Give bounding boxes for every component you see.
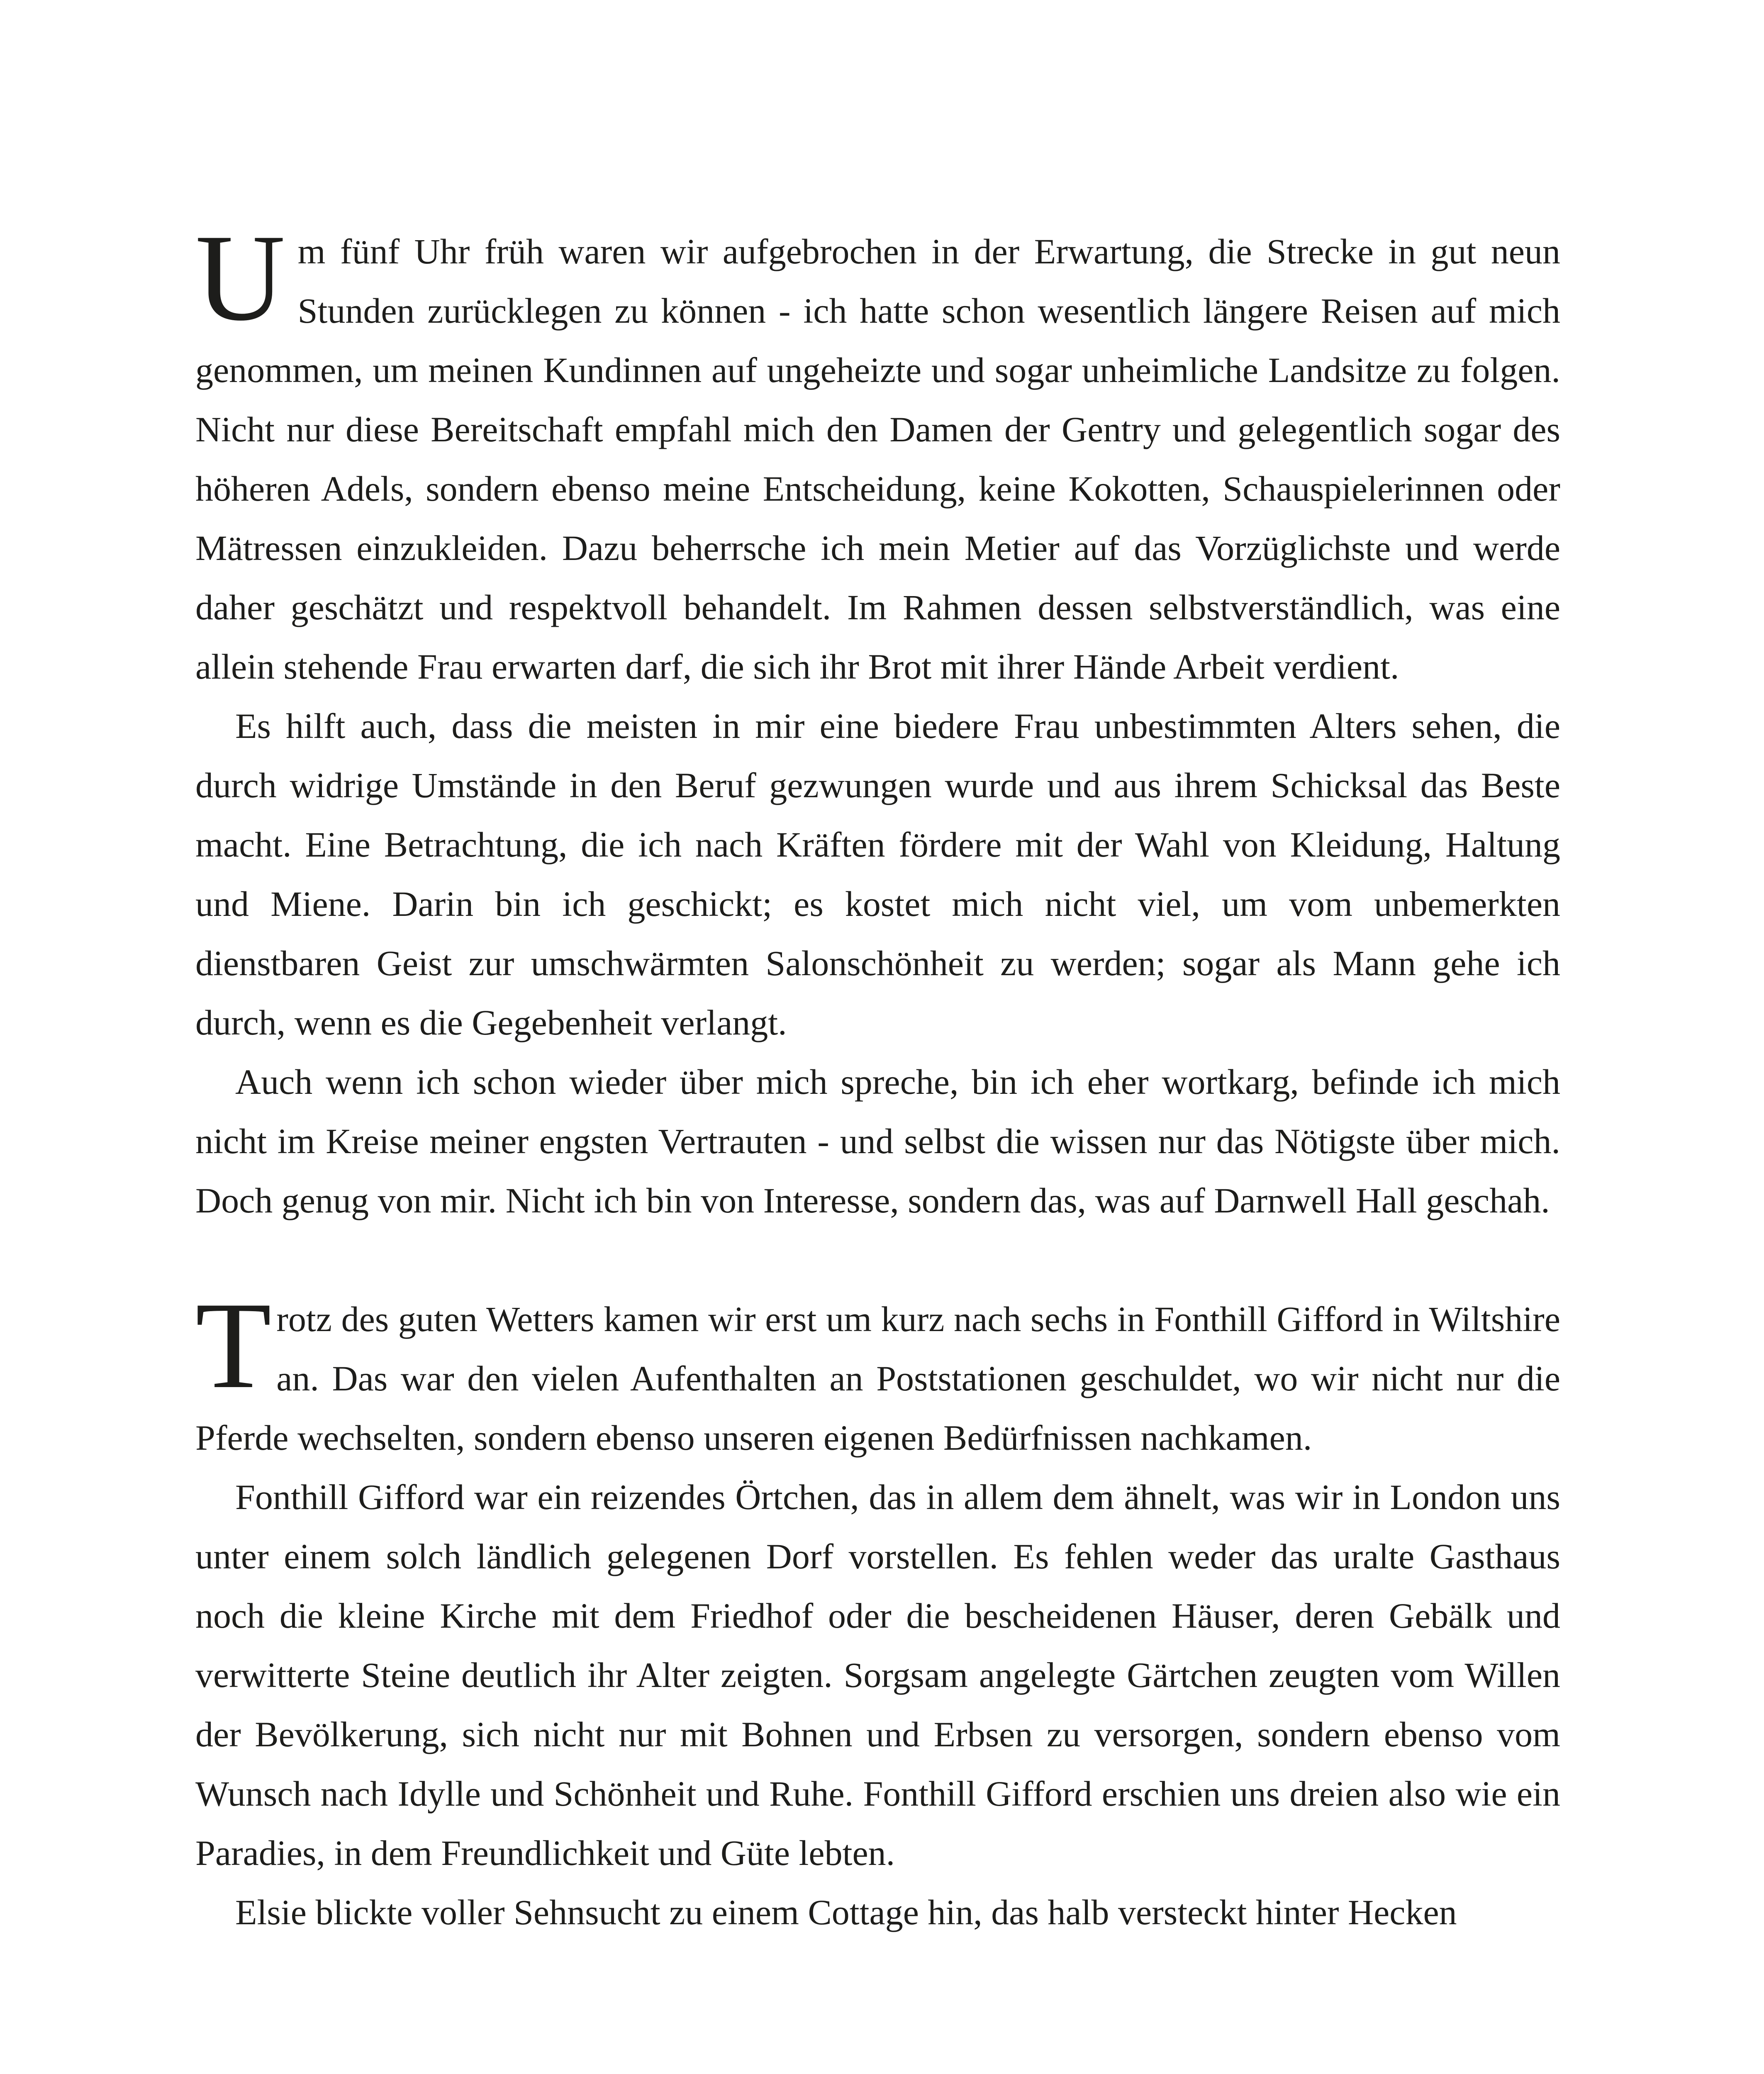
drop-cap-u: U	[195, 209, 285, 346]
paragraph-5: Fonthill Gifford war ein reizendes Örtchen, das in allem dem ähnelt, was wir in London uns unter einem solch ländlich gelegenen Dorf vorstellen. Es fehlen weder das uralte Gasthaus noch die kleine Kirche mit dem Friedhof oder die bescheidenen Häuser, deren Gebälk und verwitterte Steine deutlich ihr Alter zeigten. Sorgsam angelegte Gärtchen zeugten vom Willen der Bevölkerung, sich nicht nur mit Bohnen und Erbsen zu versorgen, sondern ebenso vom Wunsch nach Idylle und Schönheit und Ruhe. Fonthill Gifford erschien uns dreien also wie ein Paradies, in dem Freundlichkeit und Güte lebten.	[195, 1477, 1560, 1873]
paragraph-1-text: m fünf Uhr früh waren wir aufgebrochen in der Erwartung, die Strecke in gut neun Stunden zurücklegen zu können - ich hatte schon wesentlich längere Reisen auf mich genommen, um meinen Kundinnen auf ungeheizte und sogar unheimliche Landsitze zu folgen. Nicht nur diese Bereitschaft empfahl mich den Damen der Gentry und gelegentlich sogar des höheren Adels, sondern ebenso meine Entscheidung, keine Kokotten, Schauspielerinnen oder Mätressen einzukleiden. Dazu beherrsche ich mein Metier auf das Vorzüglichste und werde daher geschätzt und respektvoll behandelt. Im Rahmen dessen selbstverständlich, was eine allein stehende Frau erwarten darf, die sich ihr Brot mit ihrer Hände Arbeit verdient.	[195, 231, 1560, 686]
section-break	[195, 1230, 1560, 1290]
paragraph-4-text: rotz des guten Wetters kamen wir erst um kurz nach sechs in Fonthill Gifford in Wiltshire an. Das war den vielen Aufenthalten an Poststationen geschuldet, wo wir nicht nur die Pferde wechselten, sondern ebenso unseren eigenen Bedürfnissen nachkamen.	[195, 1299, 1560, 1458]
body-text	[195, 209, 1560, 1942]
paragraph-2: Es hilft auch, dass die meisten in mir eine biedere Frau unbestimmten Alters sehen, die durch widrige Umstände in den Beruf gezwungen wurde und aus ihrem Schicksal das Beste macht. Eine Betrachtung, die ich nach Kräften fördere mit der Wahl von Kleidung, Haltung und Miene. Darin bin ich geschickt; es kostet mich nicht viel, um vom unbemerkten dienstbaren Geist zur umschwärmten Salonschönheit zu werden; sogar als Mann gehe ich durch, wenn es die Gegebenheit verlangt.	[195, 706, 1560, 1042]
paragraph-1	[195, 209, 1560, 696]
paragraph-3: Auch wenn ich schon wieder über mich spreche, bin ich eher wortkarg, befinde ich mich nicht im Kreise meiner engsten Vertrauten - und selbst die wissen nur das Nötigste über mich. Doch genug von mir. Nicht ich bin von Interesse, sondern das, was auf Darnwell Hall geschah.	[195, 1062, 1560, 1220]
paragraph-6: Elsie blickte voller Sehnsucht zu einem Cottage hin, das halb versteckt hinter Hecken	[235, 1892, 1457, 1932]
drop-cap-t: T	[195, 1276, 272, 1414]
paragraph-4	[195, 1276, 1560, 1468]
